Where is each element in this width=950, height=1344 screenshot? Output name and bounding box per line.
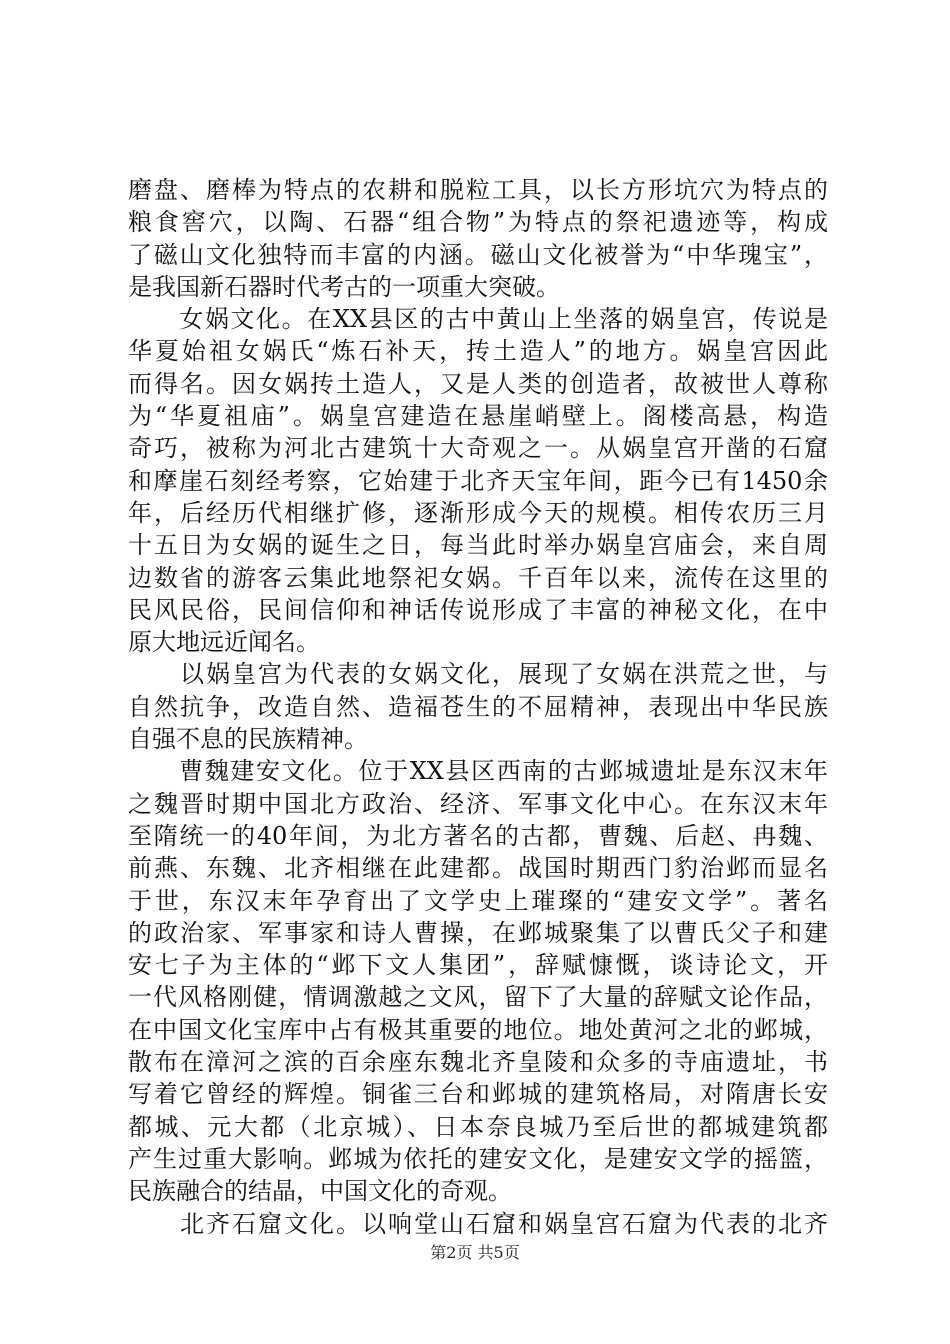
text-line: 于世，东汉末年孕育出了文学史上璀璨的“建安文学”。著名 bbox=[128, 886, 828, 915]
text-line: 奇巧，被称为河北古建筑十大奇观之一。从娲皇宫开凿的石窟 bbox=[128, 434, 828, 463]
text-line: 都城、元大都（北京城）、日本奈良城乃至后世的都城建筑都 bbox=[128, 1112, 828, 1141]
text-line: 民风民俗，民间信仰和神话传说形成了丰富的神秘文化，在中 bbox=[128, 595, 828, 624]
page-footer: 第2页 共5页 bbox=[430, 1243, 520, 1262]
text-line: 一代风格刚健，情调激越之文风，留下了大量的辞赋文论作品， bbox=[128, 983, 828, 1012]
text-line: 安七子为主体的“邺下文人集团”，辞赋慷慨，谈诗论文，开 bbox=[128, 951, 828, 980]
text-line: 自然抗争，改造自然、造福苍生的不屈精神，表现出中华民族 bbox=[128, 692, 828, 721]
text-line: 为“华夏祖庙”。娲皇宫建造在悬崖峭壁上。阁楼高悬，构造 bbox=[128, 402, 828, 431]
text-line: 至隋统一的40年间，为北方著名的古都，曹魏、后赵、冉魏、 bbox=[128, 821, 828, 850]
text-line: 北齐石窟文化。以响堂山石窟和娲皇宫石窟为代表的北齐 bbox=[128, 1209, 828, 1238]
text-line: 散布在漳河之滨的百余座东魏北齐皇陵和众多的寺庙遗址，书 bbox=[128, 1048, 828, 1077]
text-line: 前燕、东魏、北齐相继在此建都。战国时期西门豹治邺而显名 bbox=[128, 854, 828, 883]
text-line: 华夏始祖女娲氏“炼石补天，抟土造人”的地方。娲皇宫因此 bbox=[128, 337, 828, 366]
text-line: 女娲文化。在XX县区的古中黄山上坐落的娲皇宫，传说是 bbox=[128, 305, 828, 334]
text-line: 曹魏建安文化。位于XX县区西南的古邺城遗址是东汉末年 bbox=[128, 757, 828, 786]
text-line: 以娲皇宫为代表的女娲文化，展现了女娲在洪荒之世，与 bbox=[128, 660, 828, 689]
text-line: 而得名。因女娲抟土造人，又是人类的创造者，故被世人尊称 bbox=[128, 369, 828, 398]
text-line: 自强不息的民族精神。 bbox=[128, 725, 368, 754]
text-line: 十五日为女娲的诞生之日，每当此时举办娲皇宫庙会，来自周 bbox=[128, 531, 828, 560]
text-line: 在中国文化宝库中占有极其重要的地位。地处黄河之北的邺城， bbox=[128, 1015, 828, 1044]
text-line: 写着它曾经的辉煌。铜雀三台和邺城的建筑格局，对隋唐长安 bbox=[128, 1080, 828, 1109]
text-line: 是我国新石器时代考古的一项重大突破。 bbox=[128, 272, 560, 301]
text-line: 粮食窖穴，以陶、石器“组合物”为特点的祭祀遗迹等，构成 bbox=[128, 208, 828, 237]
body-text bbox=[128, 174, 828, 1240]
text-line: 民族融合的结晶，中国文化的奇观。 bbox=[128, 1177, 512, 1206]
text-line: 磨盘、磨棒为特点的农耕和脱粒工具，以长方形坑穴为特点的 bbox=[128, 176, 828, 204]
text-line: 原大地远近闻名。 bbox=[128, 628, 320, 657]
text-line: 年，后经历代相继扩修，逐渐形成今天的规模。相传农历三月 bbox=[128, 498, 828, 527]
text-line: 产生过重大影响。邺城为依托的建安文化，是建安文学的摇篮， bbox=[128, 1144, 828, 1173]
text-line: 边数省的游客云集此地祭祀女娲。千百年以来，流传在这里的 bbox=[128, 563, 828, 592]
text-line: 和摩崖石刻经考察，它始建于北齐天宝年间，距今已有1450余 bbox=[128, 466, 828, 495]
text-line: 了磁山文化独特而丰富的内涵。磁山文化被誉为“中华瑰宝”， bbox=[128, 240, 828, 269]
text-line: 的政治家、军事家和诗人曹操，在邺城聚集了以曹氏父子和建 bbox=[128, 918, 828, 947]
text-line: 之魏晋时期中国北方政治、经济、军事文化中心。在东汉末年 bbox=[128, 789, 828, 818]
